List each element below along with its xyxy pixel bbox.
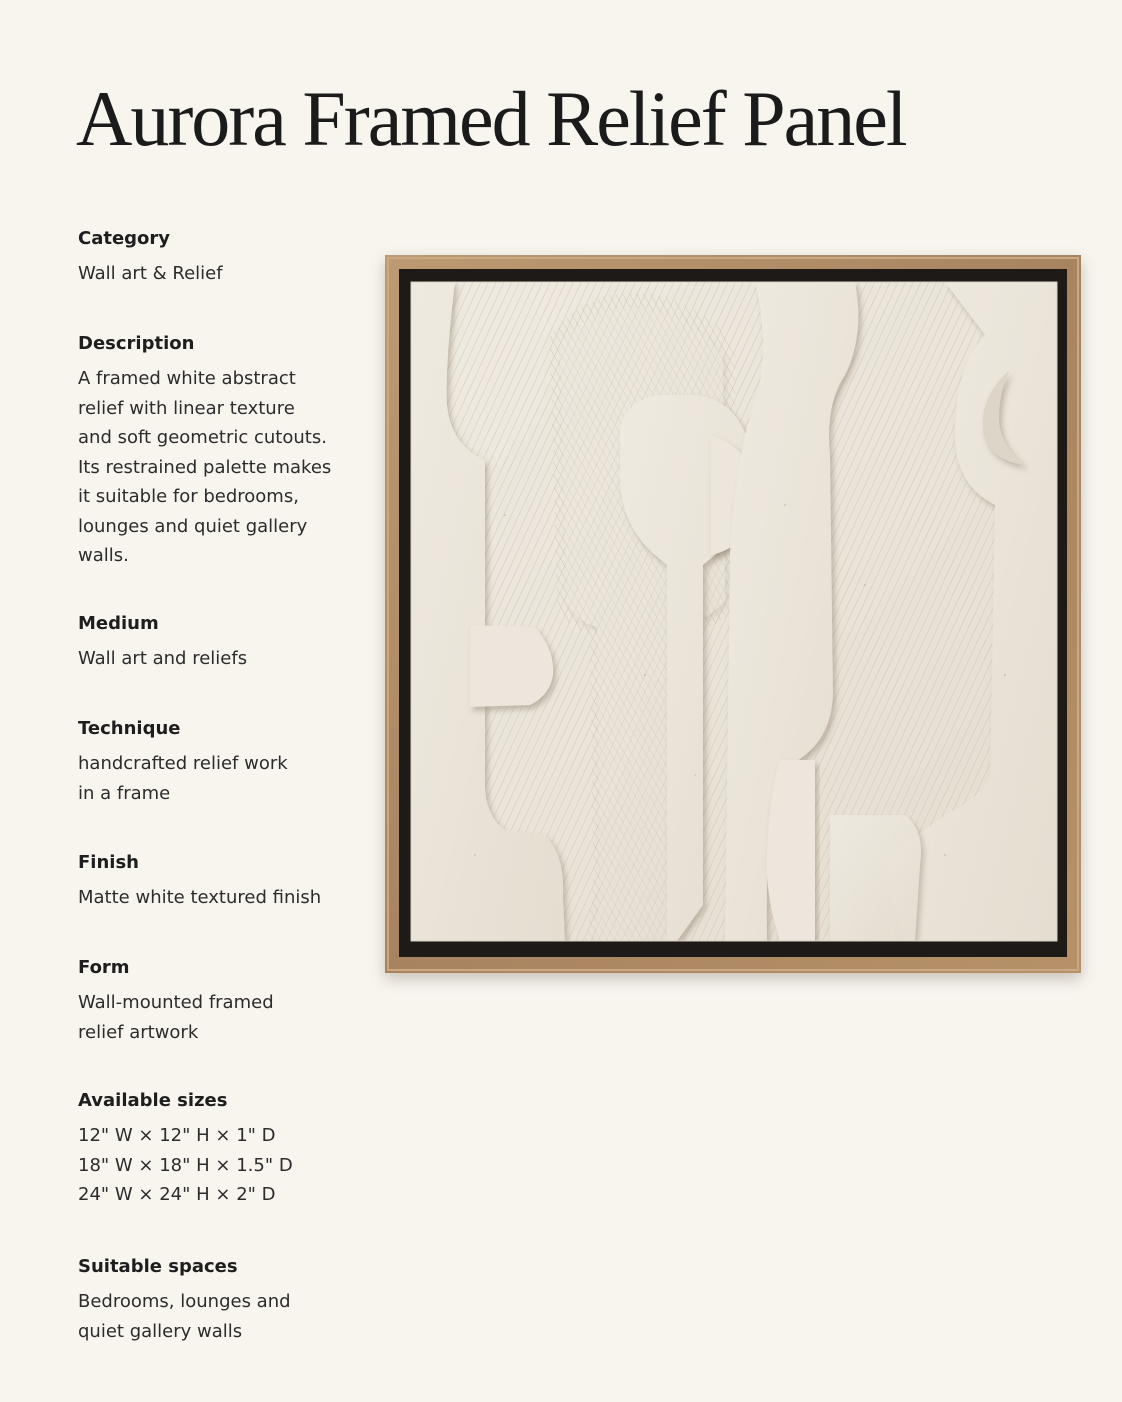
spec-description	[78, 333, 368, 571]
spec-value: Bedrooms, lounges and quiet gallery walls	[78, 1291, 291, 1342]
spec-suitable-spaces	[78, 1256, 368, 1346]
spec-label: Finish	[78, 852, 139, 873]
artwork-image	[385, 255, 1081, 973]
spec-label: Suitable spaces	[78, 1256, 238, 1277]
spec-form	[78, 957, 368, 1047]
spec-finish	[78, 852, 368, 913]
spec-value: 12" W × 12" H × 1" D 18" W × 18" H × 1.5" D 24" W × 24" H × 2" D	[78, 1125, 293, 1205]
spec-value: Wall art and reliefs	[78, 648, 248, 669]
spec-value: Wall art & Relief	[78, 263, 223, 284]
spec-label: Medium	[78, 613, 159, 634]
spec-label: Category	[78, 228, 171, 249]
spec-label: Available sizes	[78, 1090, 228, 1111]
spec-label: Description	[78, 333, 195, 354]
spec-value: A framed white abstract relief with linear texture and soft geometric cutouts. Its restrained palette makes it suitable for bedrooms, lounges and quiet gallery walls.	[78, 368, 332, 566]
spec-label: Form	[78, 957, 130, 978]
spec-technique	[78, 718, 368, 808]
spec-available-sizes	[78, 1090, 368, 1210]
spec-medium	[78, 613, 368, 674]
spec-value: Wall-mounted framed relief artwork	[78, 992, 274, 1043]
spec-category	[78, 228, 368, 289]
spec-value: Matte white textured finish	[78, 887, 322, 908]
page-title: Aurora Framed Relief Panel	[76, 75, 906, 162]
spec-label: Technique	[78, 718, 181, 739]
spec-value: handcrafted relief work in a frame	[78, 753, 288, 804]
